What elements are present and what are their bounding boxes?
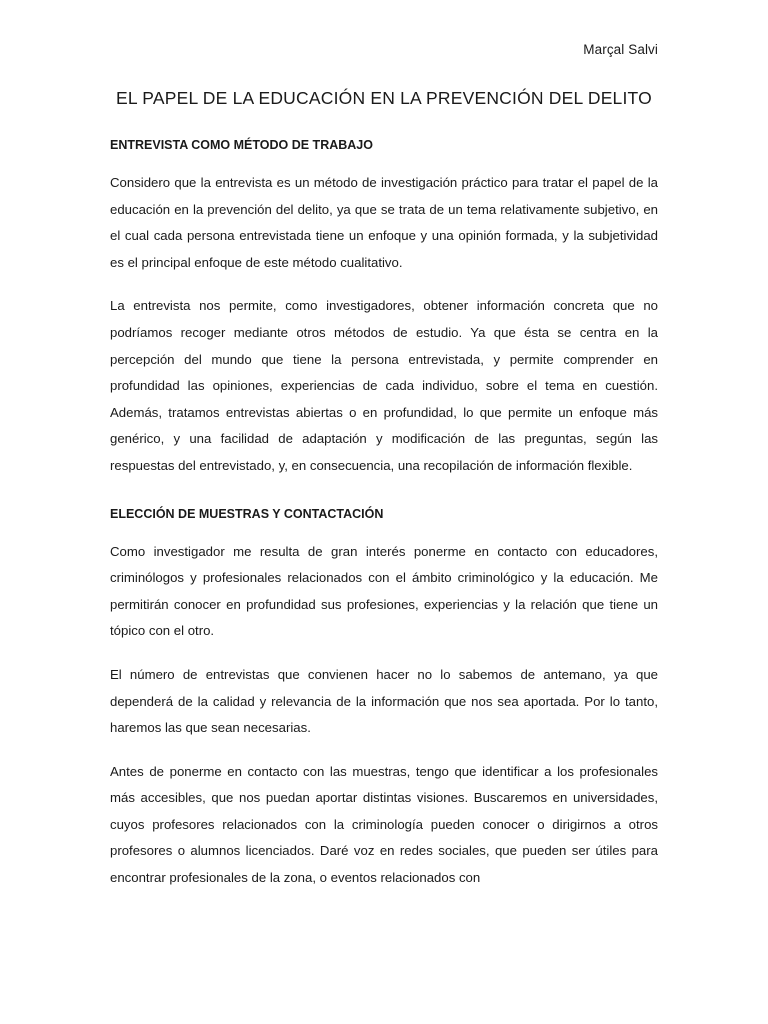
paragraph: El número de entrevistas que convienen hacer no lo sabemos de antemano, ya que dependerá de la calidad y relevancia de la información que nos sea aportada. Por lo tanto, haremos las que sean necesarias.: [110, 666, 658, 736]
paragraph: La entrevista nos permite, como investigadores, obtener información concreta que no podríamos recoger mediante otros métodos de estudio. Ya que ésta se centra en la percepción del mundo que tiene la persona entrevistada, y permite comprender en profundidad las opiniones, experiencias de cada individuo, sobre el tema en cuestión. Además, tratamos entrevistas abiertas o en profundidad, lo que permite un enfoque más genérico, y una facilidad de adaptación y modificación de las preguntas, según las respuestas del entrevistado, y, en consecuencia, una recopilación de información flexible.: [110, 298, 658, 473]
author-name: Marçal Salvi: [583, 42, 658, 57]
section-heading: ELECCIÓN DE MUESTRAS Y CONTACTACIÓN: [110, 506, 384, 521]
paragraph: Considero que la entrevista es un método de investigación práctico para tratar el papel de la educación en la prevención del delito, ya que se trata de un tema relativamente subjetivo, en el cual cada persona entrevistada tiene un enfoque y una opinión formada, y la subjetividad es el principal enfoque de este método cualitativo.: [110, 175, 658, 270]
document-body: [110, 128, 658, 892]
paragraph: Como investigador me resulta de gran interés ponerme en contacto con educadores, criminólogos y profesionales relacionados con el ámbito criminológico y la educación. Me permitirán conocer en profundidad sus profesiones, experiencias y la relación que tiene un tópico con el otro.: [110, 543, 658, 639]
section-heading: ENTREVISTA COMO MÉTODO DE TRABAJO: [110, 138, 373, 152]
document-title: EL PAPEL DE LA EDUCACIÓN EN LA PREVENCIÓN DEL DELITO: [116, 88, 652, 108]
paragraph: Antes de ponerme en contacto con las muestras, tengo que identificar a los profesionales más accesibles, que nos puedan aportar distintas visiones. Buscaremos en universidades, cuyos profesores relacionados con la criminología pueden conocer o dirigirnos a otros profesores o alumnos licenciados. Daré voz en redes sociales, que pueden ser útiles para encontrar profesionales de la zona, o eventos relacionados con: [110, 763, 658, 886]
